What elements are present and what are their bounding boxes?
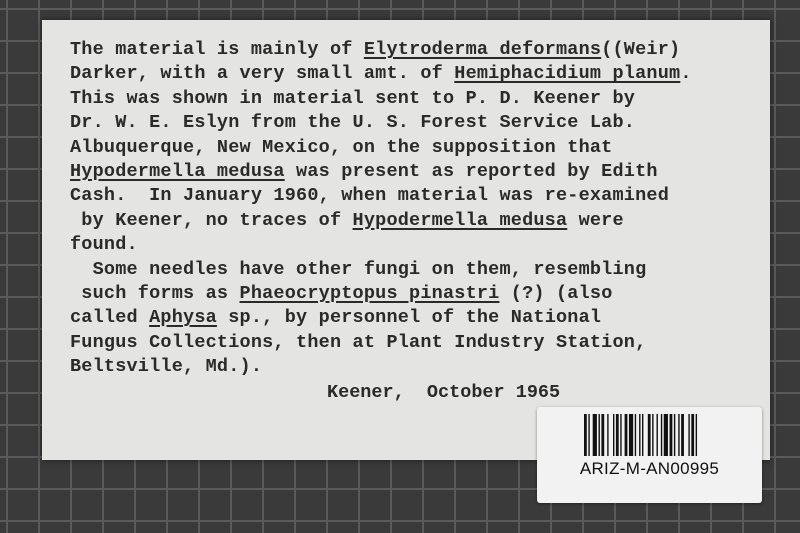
taxon-name: Hemiphacidium planum [454, 63, 681, 85]
barcode-bar [584, 414, 587, 456]
signature-line: Keener, October 1965 [327, 382, 561, 403]
barcode-label [537, 407, 762, 503]
note-line [70, 87, 760, 111]
note-text: Cash. In January 1960, when material was re-examined [70, 185, 669, 207]
barcode-bar [652, 414, 653, 456]
note-line [70, 38, 760, 62]
note-line [70, 282, 760, 306]
note-text: Some needles have other fungi on them, resembling [70, 258, 647, 280]
note-line [70, 355, 760, 379]
barcode-bar [642, 414, 643, 456]
note-line [70, 233, 760, 257]
barcode-bar [616, 414, 619, 456]
barcode-bar [678, 414, 679, 456]
note-text: Albuquerque, New Mexico, on the supposition that [70, 136, 613, 158]
note-text: Fungus Collections, then at Plant Industry Station, [70, 331, 647, 353]
barcode-bar [629, 414, 633, 456]
barcode-bar [588, 414, 589, 456]
note-text: Beltsville, Md.). [70, 356, 263, 378]
note-text: This was shown in material sent to P. D. Keener by [70, 87, 636, 109]
barcode-number: ARIZ-M-AN00995 [579, 459, 720, 478]
barcode-bar [607, 414, 608, 456]
note-text: sp., by personnel of the National [216, 307, 602, 329]
note-text: were [567, 209, 624, 231]
typed-note [70, 38, 760, 379]
barcode-bar [593, 414, 597, 456]
note-line [70, 160, 760, 184]
barcode-graphic [584, 414, 734, 456]
note-line [70, 306, 760, 330]
note-text: Darker, with a very small amt. of [70, 63, 455, 85]
barcode-bar [670, 414, 673, 456]
note-line [70, 62, 760, 86]
note-text: Dr. W. E. Eslyn from the U. S. Forest Service Lab. [70, 112, 636, 134]
note-line [70, 184, 760, 208]
note-text: found. [70, 234, 138, 256]
barcode-bar [691, 414, 694, 456]
note-text: ((Weir) [601, 39, 681, 60]
note-text: The material is mainly of [70, 39, 364, 60]
note-text: was present as reported by Edith [284, 160, 658, 182]
barcode-bar [620, 414, 621, 456]
barcode-bar [657, 414, 658, 456]
barcode-bar [648, 414, 651, 456]
taxon-name: Hypodermella medusa [70, 160, 285, 182]
barcode-bar [661, 414, 662, 456]
barcode-bar [674, 414, 675, 456]
note-text: (?) (also [499, 282, 613, 304]
note-line [70, 331, 760, 355]
taxon-name: Hypodermella medusa [352, 209, 568, 231]
note-text: called [70, 307, 150, 329]
barcode-bar [664, 414, 668, 456]
barcode-bar [696, 414, 697, 456]
note-text: such forms as [70, 282, 240, 304]
taxon-name: Elytroderma deformans [363, 39, 602, 60]
barcode-bar [688, 414, 689, 456]
barcode-bar [601, 414, 604, 456]
barcode-bar [613, 414, 614, 456]
note-line [70, 209, 760, 233]
barcode-bar [681, 414, 684, 456]
taxon-name: Aphysa [149, 307, 217, 329]
barcode-bar [625, 414, 628, 456]
herbarium-note-card [42, 20, 770, 460]
note-text: . [680, 63, 692, 85]
taxon-name: Phaeocryptopus pinastri [239, 282, 500, 304]
note-line [70, 136, 760, 160]
barcode-bar [599, 414, 600, 456]
barcode-bar [635, 414, 636, 456]
note-line [70, 258, 760, 282]
note-text: by Keener, no traces of [70, 209, 353, 231]
note-line [70, 111, 760, 135]
barcode-bar [639, 414, 640, 456]
